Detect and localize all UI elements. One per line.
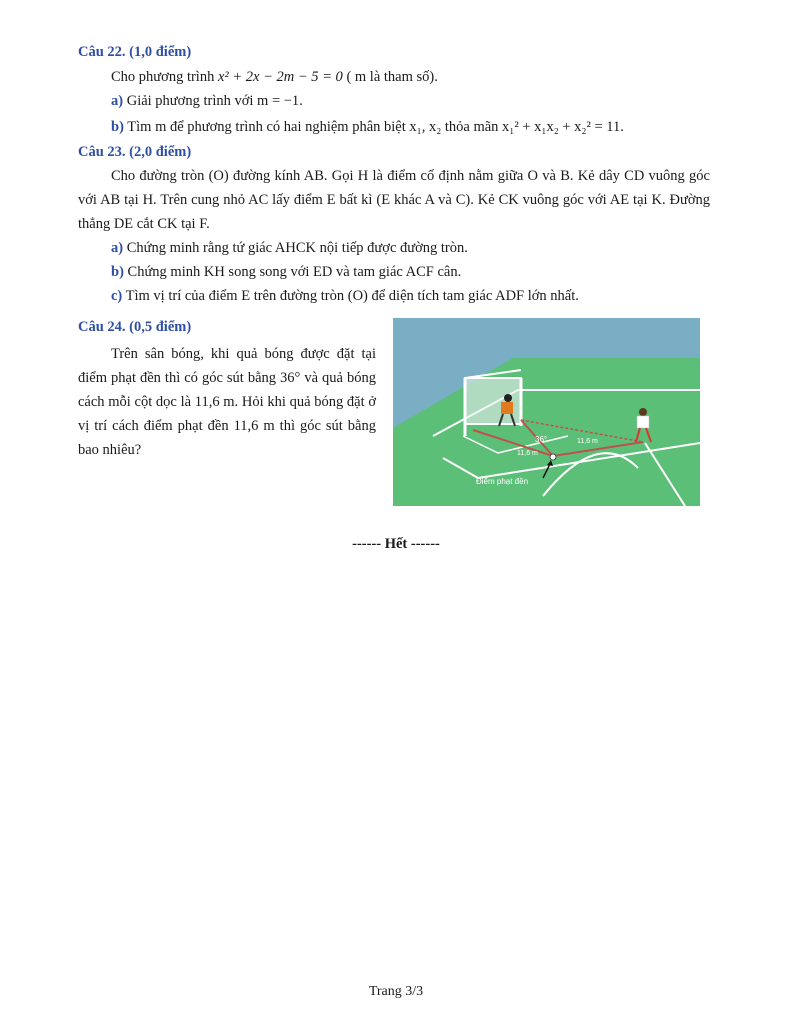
- q23-a-label: a): [111, 240, 124, 256]
- q22-b-text: Tìm m để phương trình có hai nghiệm phân biệt x₁, x₂ thỏa mãn x₁² + x₁x₂ + x₂² = 11.: [127, 119, 624, 135]
- q24-text: Trên sân bóng, khi quả bóng được đặt tại điểm phạt đền thì có góc sút bằng 36° và quả bóng cách mỗi cột dọc là 11,6 m. Hỏi khi quả bóng đặt ở vị trí cách điểm phạt đền 11,6 m thì góc sút bằng bao nhiêu?: [78, 346, 376, 458]
- penalty-spot-caption: Điểm phạt đền: [476, 477, 529, 486]
- q23-intro: Cho đường tròn (O) đường kính AB. Gọi H là điểm cố định nằm giữa O và B. Kẻ dây CD vuông góc với AB tại H. Trên cung nhỏ AC lấy điểm E bất kì (E khác A và C). Kẻ CK vuông góc với AE tại K. Đường thẳng DE cắt CK tại F.: [78, 168, 710, 232]
- distance-label-2: 11,6 m: [577, 438, 598, 445]
- q22-a-label: a): [111, 93, 124, 109]
- q24-title: Câu 24. (0,5 điểm): [78, 319, 192, 335]
- distance-label-1: 11,6 m: [517, 450, 538, 457]
- q23-title: Câu 23. (2,0 điểm): [78, 144, 192, 160]
- q22-intro-eq: x² + 2x − 2m − 5 = 0: [217, 69, 343, 85]
- page-number: Trang 3/3: [368, 984, 424, 999]
- q23-c-text: Tìm vị trí của điểm E trên đường tròn (O) để diện tích tam giác ADF lớn nhất.: [125, 288, 579, 304]
- q22-title: Câu 22. (1,0 điểm): [78, 44, 192, 60]
- ball-icon: [550, 454, 556, 460]
- q23-b-text: Chứng minh KH song song với ED và tam giác ACF cân.: [127, 264, 462, 280]
- soccer-field-illustration: [393, 318, 700, 506]
- q23-part-a: [111, 239, 468, 257]
- q23-part-c: [111, 287, 579, 305]
- q22-part-a: [111, 92, 303, 110]
- q22-part-b: [111, 118, 624, 136]
- q24-text-block: [78, 342, 376, 462]
- q22-intro-pre: Cho phương trình: [111, 69, 218, 85]
- q22-intro: [111, 68, 438, 86]
- q23-intro-block: [78, 164, 710, 236]
- q23-a-text: Chứng minh rằng tứ giác AHCK nội tiếp được đường tròn.: [126, 240, 468, 256]
- angle-label: 36°: [535, 435, 548, 444]
- q23-b-label: b): [111, 264, 124, 280]
- q22-intro-post: ( m là tham số).: [342, 69, 438, 85]
- soccer-field-figure: [393, 318, 700, 506]
- q23-c-label: c): [111, 288, 123, 304]
- end-marker: ------ Hết ------: [352, 536, 440, 552]
- q22-a-text: Giải phương trình với m = −1.: [126, 93, 303, 109]
- q22-b-label: b): [111, 119, 124, 135]
- q23-part-b: [111, 263, 461, 281]
